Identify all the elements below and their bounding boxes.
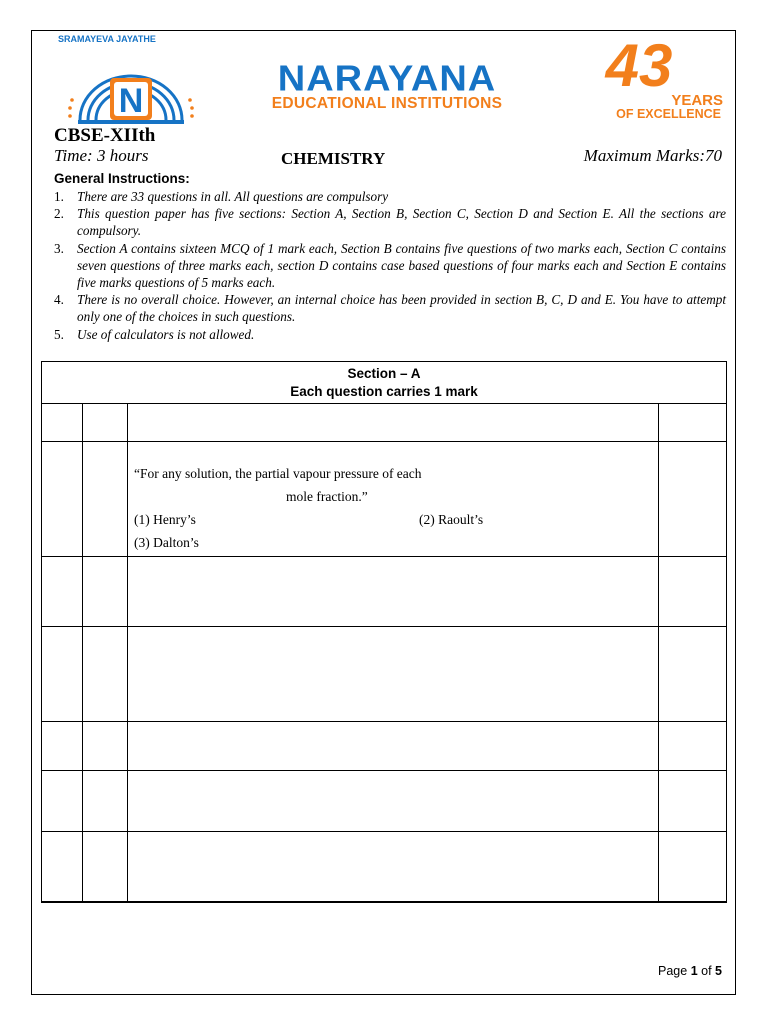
instruction-number: 3. <box>54 240 64 256</box>
instruction-text: Section A contains sixteen MCQ of 1 mark each, Section B contains five questions of two marks each, Section C contains seven questions of three marks each, section D contains case based questions of four marks each and Section E contains five marks questions of 5 marks each. <box>77 240 726 291</box>
table-row <box>42 832 726 902</box>
subject-title: CHEMISTRY <box>281 149 386 168</box>
logo-motto-text: SRAMAYEVA JAYATHE <box>58 34 156 44</box>
column-divider <box>127 404 128 902</box>
table-row <box>42 722 726 771</box>
option-1: (1) Henry’s <box>134 512 196 527</box>
instruction-number: 4. <box>54 292 64 308</box>
column-divider <box>82 404 83 902</box>
table-row <box>42 627 726 722</box>
table-row <box>42 557 726 627</box>
brand-subtitle: EDUCATIONAL INSTITUTIONS <box>271 95 503 112</box>
page-current: 1 <box>690 964 698 978</box>
instruction-item <box>54 326 726 343</box>
class-label: CBSE-XIIth <box>54 125 156 146</box>
brand-name: NARAYANA <box>277 59 497 99</box>
page-total: 5 <box>715 964 722 978</box>
question-options-row <box>134 508 654 531</box>
instruction-number: 5. <box>54 326 64 342</box>
question-stem-end: mole fraction.” <box>286 489 368 504</box>
years-number: 43 <box>605 32 673 99</box>
years-label: YEARS <box>671 92 723 109</box>
question-stem: “For any solution, the partial vapour pressure of each <box>134 466 422 481</box>
brand-wordmark <box>214 59 564 114</box>
instructions-title: General Instructions: <box>54 171 190 186</box>
section-a-table <box>41 361 727 903</box>
narayana-emblem-logo <box>58 34 204 126</box>
time-label: Time: 3 hours <box>54 146 149 165</box>
instruction-item <box>54 291 726 325</box>
question-line <box>134 485 654 508</box>
option-3: (3) Dalton’s <box>134 535 199 550</box>
page-word: Page <box>658 964 688 978</box>
instruction-item <box>54 205 726 239</box>
page-of: of <box>701 964 712 978</box>
page-number <box>600 963 722 979</box>
instruction-number: 1. <box>54 189 64 204</box>
option-2: (2) Raoult’s <box>419 512 484 527</box>
instruction-text: There is no overall choice. However, an internal choice has been provided in section B, C, D and E. You have to attempt only one of the choices in such questions. <box>77 292 726 325</box>
instructions-list <box>54 188 726 343</box>
table-row <box>42 771 726 832</box>
instruction-item <box>54 240 726 292</box>
maximum-marks: Maximum Marks:70 <box>583 146 722 165</box>
instruction-number: 2. <box>54 206 64 222</box>
instruction-text: There are 33 questions in all. All questions are compulsory <box>77 189 389 204</box>
years-tagline: OF EXCELLENCE <box>616 107 721 121</box>
logo-letter: N <box>118 82 144 120</box>
instruction-text: Use of calculators is not allowed. <box>77 326 255 342</box>
instruction-item <box>54 188 726 205</box>
section-title: Section – A <box>347 366 421 381</box>
question-options-row <box>134 531 654 554</box>
section-header <box>42 362 726 404</box>
table-row <box>42 404 726 442</box>
question-line <box>134 462 654 485</box>
years-of-excellence-logo <box>585 32 725 122</box>
column-divider <box>658 404 659 902</box>
section-subtitle: Each question carries 1 mark <box>290 384 478 399</box>
question-text <box>134 462 654 554</box>
instruction-text: This question paper has five sections: Section A, Section B, Section C, Section D and Section E. All the sections are compulsory. <box>77 206 726 239</box>
